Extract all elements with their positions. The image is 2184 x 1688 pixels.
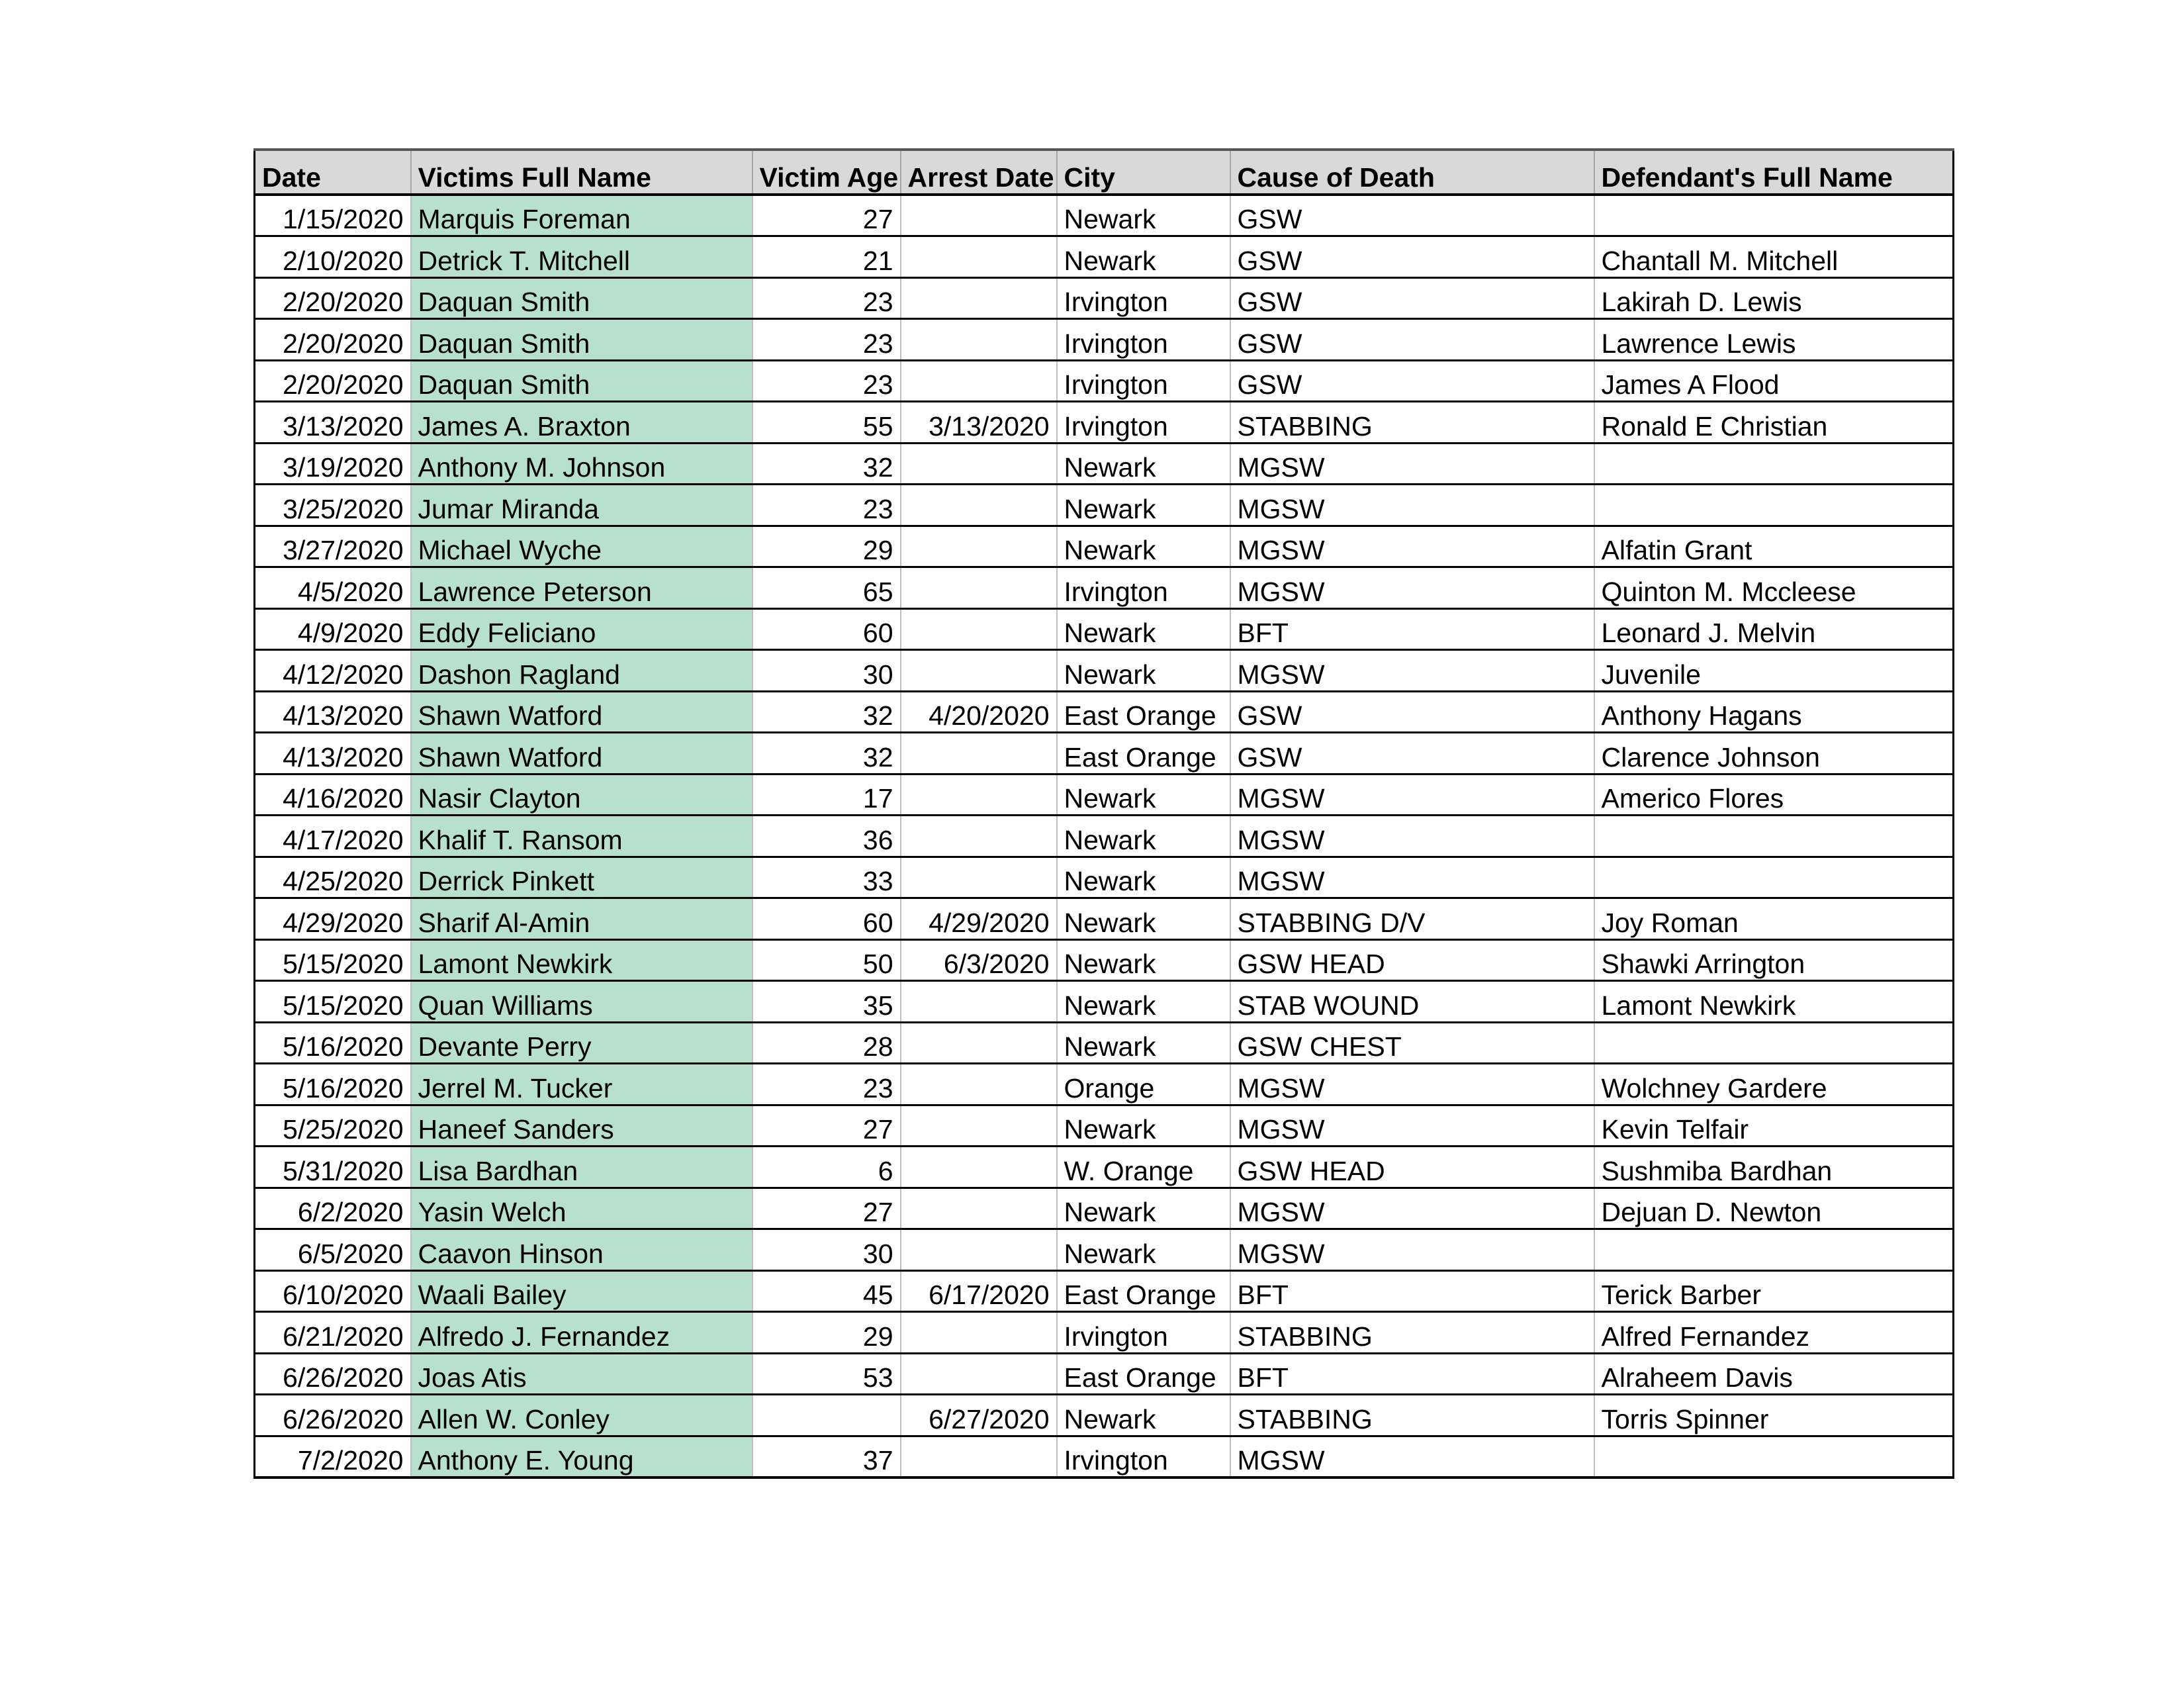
cell-date: 4/13/2020 — [255, 691, 411, 733]
table-row — [255, 1353, 1954, 1395]
table-row — [255, 1229, 1954, 1271]
cell-cause-of-death: MGSW — [1230, 650, 1594, 692]
table-row — [255, 1188, 1954, 1229]
cell-arrest-date — [901, 236, 1057, 278]
table-header — [255, 150, 1954, 195]
table-row — [255, 857, 1954, 898]
homicide-table — [253, 148, 1954, 1479]
cell-victim-name: Detrick T. Mitchell — [411, 236, 752, 278]
cell-defendant-name: Terick Barber — [1594, 1270, 1954, 1312]
cell-defendant-name: Lakirah D. Lewis — [1594, 277, 1954, 319]
cell-defendant-name: Ronald E Christian — [1594, 402, 1954, 444]
cell-victim-name: Shawn Watford — [411, 733, 752, 774]
cell-arrest-date: 6/27/2020 — [901, 1395, 1057, 1436]
cell-date: 2/20/2020 — [255, 360, 411, 402]
table-row — [255, 608, 1954, 650]
cell-city: Orange — [1057, 1064, 1230, 1105]
cell-arrest-date — [901, 443, 1057, 485]
cell-defendant-name: Leonard J. Melvin — [1594, 608, 1954, 650]
cell-city: East Orange — [1057, 1270, 1230, 1312]
cell-arrest-date — [901, 319, 1057, 361]
cell-date: 6/21/2020 — [255, 1312, 411, 1354]
cell-victim-name: Caavon Hinson — [411, 1229, 752, 1271]
table-row — [255, 485, 1954, 526]
cell-victim-age: 23 — [752, 485, 901, 526]
cell-victim-name: Lawrence Peterson — [411, 567, 752, 609]
cell-defendant-name: Chantall M. Mitchell — [1594, 236, 1954, 278]
cell-defendant-name — [1594, 485, 1954, 526]
table-row — [255, 691, 1954, 733]
cell-victim-age: 27 — [752, 195, 901, 236]
cell-victim-name: Daquan Smith — [411, 319, 752, 361]
cell-victim-name: Daquan Smith — [411, 360, 752, 402]
cell-arrest-date — [901, 1105, 1057, 1147]
cell-date: 1/15/2020 — [255, 195, 411, 236]
table-row — [255, 1105, 1954, 1147]
cell-city: Newark — [1057, 526, 1230, 567]
cell-victim-age — [752, 1395, 901, 1436]
cell-cause-of-death: STABBING — [1230, 1312, 1594, 1354]
cell-date: 2/20/2020 — [255, 319, 411, 361]
cell-arrest-date: 4/20/2020 — [901, 691, 1057, 733]
cell-victim-name: Lamont Newkirk — [411, 939, 752, 981]
cell-defendant-name: Alfatin Grant — [1594, 526, 1954, 567]
cell-cause-of-death: MGSW — [1230, 857, 1594, 898]
cell-cause-of-death: GSW — [1230, 691, 1594, 733]
cell-defendant-name: Shawki Arrington — [1594, 939, 1954, 981]
cell-victim-age: 55 — [752, 402, 901, 444]
cell-victim-name: Devante Perry — [411, 1022, 752, 1064]
cell-victim-age: 50 — [752, 939, 901, 981]
cell-cause-of-death: MGSW — [1230, 816, 1594, 857]
cell-cause-of-death: GSW HEAD — [1230, 939, 1594, 981]
cell-victim-name: Waali Bailey — [411, 1270, 752, 1312]
cell-city: Irvington — [1057, 277, 1230, 319]
cell-defendant-name — [1594, 857, 1954, 898]
cell-date: 4/17/2020 — [255, 816, 411, 857]
cell-cause-of-death: MGSW — [1230, 1064, 1594, 1105]
cell-defendant-name — [1594, 1022, 1954, 1064]
cell-date: 5/15/2020 — [255, 939, 411, 981]
cell-defendant-name — [1594, 1436, 1954, 1477]
cell-date: 2/20/2020 — [255, 277, 411, 319]
cell-city: Newark — [1057, 816, 1230, 857]
cell-arrest-date — [901, 277, 1057, 319]
cell-arrest-date: 6/17/2020 — [901, 1270, 1057, 1312]
cell-victim-name: Anthony M. Johnson — [411, 443, 752, 485]
cell-cause-of-death: STABBING — [1230, 402, 1594, 444]
cell-date: 4/9/2020 — [255, 608, 411, 650]
cell-victim-age: 60 — [752, 608, 901, 650]
cell-city: Irvington — [1057, 1436, 1230, 1477]
cell-city: W. Orange — [1057, 1147, 1230, 1188]
cell-victim-name: Haneef Sanders — [411, 1105, 752, 1147]
cell-defendant-name — [1594, 816, 1954, 857]
cell-arrest-date — [901, 1064, 1057, 1105]
cell-date: 3/25/2020 — [255, 485, 411, 526]
cell-victim-name: Daquan Smith — [411, 277, 752, 319]
cell-date: 6/2/2020 — [255, 1188, 411, 1229]
cell-city: Newark — [1057, 774, 1230, 816]
cell-city: Irvington — [1057, 567, 1230, 609]
cell-cause-of-death: GSW HEAD — [1230, 1147, 1594, 1188]
cell-cause-of-death: GSW — [1230, 277, 1594, 319]
cell-victim-age: 28 — [752, 1022, 901, 1064]
table-row — [255, 443, 1954, 485]
cell-arrest-date: 4/29/2020 — [901, 898, 1057, 940]
header-city: City — [1057, 150, 1230, 195]
cell-arrest-date — [901, 733, 1057, 774]
table-row — [255, 1270, 1954, 1312]
cell-arrest-date: 3/13/2020 — [901, 402, 1057, 444]
table-row — [255, 567, 1954, 609]
cell-victim-name: Dashon Ragland — [411, 650, 752, 692]
table-row — [255, 733, 1954, 774]
cell-cause-of-death: MGSW — [1230, 774, 1594, 816]
cell-defendant-name: James A Flood — [1594, 360, 1954, 402]
table-row — [255, 650, 1954, 692]
cell-arrest-date — [901, 485, 1057, 526]
cell-victim-name: Joas Atis — [411, 1353, 752, 1395]
cell-defendant-name: Juvenile — [1594, 650, 1954, 692]
table-row — [255, 1436, 1954, 1477]
cell-date: 5/16/2020 — [255, 1064, 411, 1105]
cell-victim-name: Allen W. Conley — [411, 1395, 752, 1436]
cell-city: Irvington — [1057, 402, 1230, 444]
cell-city: Newark — [1057, 939, 1230, 981]
cell-victim-name: Alfredo J. Fernandez — [411, 1312, 752, 1354]
table-row — [255, 195, 1954, 236]
cell-victim-name: Yasin Welch — [411, 1188, 752, 1229]
cell-victim-age: 30 — [752, 650, 901, 692]
cell-city: Newark — [1057, 1229, 1230, 1271]
cell-victim-age: 29 — [752, 1312, 901, 1354]
header-arrest-date: Arrest Date — [901, 150, 1057, 195]
cell-defendant-name — [1594, 443, 1954, 485]
cell-cause-of-death: GSW — [1230, 360, 1594, 402]
cell-cause-of-death: MGSW — [1230, 1436, 1594, 1477]
cell-date: 5/16/2020 — [255, 1022, 411, 1064]
cell-victim-age: 27 — [752, 1188, 901, 1229]
table-row — [255, 1064, 1954, 1105]
cell-date: 2/10/2020 — [255, 236, 411, 278]
table-row — [255, 898, 1954, 940]
cell-defendant-name: Sushmiba Bardhan — [1594, 1147, 1954, 1188]
cell-arrest-date — [901, 1312, 1057, 1354]
table-row — [255, 1395, 1954, 1436]
cell-defendant-name: Torris Spinner — [1594, 1395, 1954, 1436]
cell-arrest-date — [901, 981, 1057, 1023]
header-cause-of-death: Cause of Death — [1230, 150, 1594, 195]
cell-city: Newark — [1057, 236, 1230, 278]
cell-city: Irvington — [1057, 319, 1230, 361]
cell-victim-name: Nasir Clayton — [411, 774, 752, 816]
cell-victim-name: James A. Braxton — [411, 402, 752, 444]
cell-city: Newark — [1057, 650, 1230, 692]
cell-date: 6/26/2020 — [255, 1395, 411, 1436]
cell-defendant-name: Dejuan D. Newton — [1594, 1188, 1954, 1229]
cell-arrest-date — [901, 1022, 1057, 1064]
cell-victim-age: 27 — [752, 1105, 901, 1147]
cell-city: East Orange — [1057, 691, 1230, 733]
cell-victim-age: 23 — [752, 277, 901, 319]
cell-defendant-name: Joy Roman — [1594, 898, 1954, 940]
cell-city: Newark — [1057, 1105, 1230, 1147]
cell-date: 6/26/2020 — [255, 1353, 411, 1395]
cell-victim-name: Eddy Feliciano — [411, 608, 752, 650]
cell-defendant-name: Lawrence Lewis — [1594, 319, 1954, 361]
cell-victim-age: 37 — [752, 1436, 901, 1477]
cell-arrest-date — [901, 526, 1057, 567]
cell-cause-of-death: BFT — [1230, 1353, 1594, 1395]
cell-city: East Orange — [1057, 1353, 1230, 1395]
table-row — [255, 1312, 1954, 1354]
cell-date: 4/12/2020 — [255, 650, 411, 692]
table-row — [255, 402, 1954, 444]
cell-victim-name: Lisa Bardhan — [411, 1147, 752, 1188]
cell-victim-name: Jumar Miranda — [411, 485, 752, 526]
cell-victim-age: 21 — [752, 236, 901, 278]
cell-cause-of-death: MGSW — [1230, 1105, 1594, 1147]
cell-defendant-name — [1594, 1229, 1954, 1271]
cell-date: 7/2/2020 — [255, 1436, 411, 1477]
header-victim-age: Victim Age — [752, 150, 901, 195]
cell-city: Newark — [1057, 1395, 1230, 1436]
cell-arrest-date — [901, 774, 1057, 816]
header-victim-name: Victims Full Name — [411, 150, 752, 195]
cell-arrest-date — [901, 1353, 1057, 1395]
cell-victim-age: 23 — [752, 1064, 901, 1105]
cell-victim-name: Anthony E. Young — [411, 1436, 752, 1477]
cell-arrest-date — [901, 360, 1057, 402]
cell-city: Newark — [1057, 195, 1230, 236]
cell-victim-age: 36 — [752, 816, 901, 857]
cell-victim-name: Marquis Foreman — [411, 195, 752, 236]
cell-victim-name: Khalif T. Ransom — [411, 816, 752, 857]
cell-date: 3/13/2020 — [255, 402, 411, 444]
cell-date: 5/25/2020 — [255, 1105, 411, 1147]
cell-victim-name: Michael Wyche — [411, 526, 752, 567]
cell-victim-age: 33 — [752, 857, 901, 898]
header-row — [255, 150, 1954, 195]
cell-cause-of-death: BFT — [1230, 608, 1594, 650]
table-row — [255, 319, 1954, 361]
cell-arrest-date — [901, 816, 1057, 857]
cell-city: Newark — [1057, 608, 1230, 650]
cell-city: Newark — [1057, 898, 1230, 940]
cell-cause-of-death: GSW — [1230, 733, 1594, 774]
cell-arrest-date: 6/3/2020 — [901, 939, 1057, 981]
table-row — [255, 236, 1954, 278]
cell-date: 4/5/2020 — [255, 567, 411, 609]
cell-cause-of-death: MGSW — [1230, 1188, 1594, 1229]
table-row — [255, 816, 1954, 857]
header-defendant-name: Defendant's Full Name — [1594, 150, 1954, 195]
cell-arrest-date — [901, 1436, 1057, 1477]
cell-date: 4/29/2020 — [255, 898, 411, 940]
cell-cause-of-death: MGSW — [1230, 485, 1594, 526]
cell-cause-of-death: STABBING D/V — [1230, 898, 1594, 940]
cell-victim-name: Sharif Al-Amin — [411, 898, 752, 940]
cell-victim-age: 23 — [752, 360, 901, 402]
cell-victim-age: 32 — [752, 443, 901, 485]
cell-cause-of-death: STAB WOUND — [1230, 981, 1594, 1023]
cell-cause-of-death: GSW — [1230, 195, 1594, 236]
cell-defendant-name: Alraheem Davis — [1594, 1353, 1954, 1395]
cell-defendant-name — [1594, 195, 1954, 236]
cell-cause-of-death: MGSW — [1230, 567, 1594, 609]
table-row — [255, 774, 1954, 816]
header-date: Date — [255, 150, 411, 195]
cell-arrest-date — [901, 1229, 1057, 1271]
table-row — [255, 277, 1954, 319]
table-row — [255, 939, 1954, 981]
cell-date: 6/10/2020 — [255, 1270, 411, 1312]
table-row — [255, 1022, 1954, 1064]
cell-victim-age: 35 — [752, 981, 901, 1023]
cell-city: East Orange — [1057, 733, 1230, 774]
cell-victim-name: Jerrel M. Tucker — [411, 1064, 752, 1105]
cell-city: Irvington — [1057, 360, 1230, 402]
cell-victim-age: 6 — [752, 1147, 901, 1188]
table-row — [255, 360, 1954, 402]
cell-date: 4/16/2020 — [255, 774, 411, 816]
cell-city: Newark — [1057, 981, 1230, 1023]
cell-defendant-name: Lamont Newkirk — [1594, 981, 1954, 1023]
cell-cause-of-death: MGSW — [1230, 443, 1594, 485]
cell-arrest-date — [901, 195, 1057, 236]
cell-victim-age: 53 — [752, 1353, 901, 1395]
cell-defendant-name: Wolchney Gardere — [1594, 1064, 1954, 1105]
cell-arrest-date — [901, 567, 1057, 609]
table-row — [255, 1147, 1954, 1188]
cell-victim-age: 65 — [752, 567, 901, 609]
cell-arrest-date — [901, 608, 1057, 650]
cell-defendant-name: Alfred Fernandez — [1594, 1312, 1954, 1354]
table-row — [255, 981, 1954, 1023]
cell-victim-age: 29 — [752, 526, 901, 567]
cell-victim-age: 17 — [752, 774, 901, 816]
cell-arrest-date — [901, 1188, 1057, 1229]
cell-cause-of-death: STABBING — [1230, 1395, 1594, 1436]
cell-victim-name: Shawn Watford — [411, 691, 752, 733]
cell-victim-age: 32 — [752, 691, 901, 733]
cell-defendant-name: Kevin Telfair — [1594, 1105, 1954, 1147]
cell-victim-age: 23 — [752, 319, 901, 361]
cell-victim-age: 60 — [752, 898, 901, 940]
cell-victim-age: 45 — [752, 1270, 901, 1312]
cell-city: Newark — [1057, 1188, 1230, 1229]
table-row — [255, 526, 1954, 567]
cell-city: Newark — [1057, 857, 1230, 898]
cell-date: 3/27/2020 — [255, 526, 411, 567]
cell-date: 5/15/2020 — [255, 981, 411, 1023]
cell-victim-name: Derrick Pinkett — [411, 857, 752, 898]
cell-city: Newark — [1057, 1022, 1230, 1064]
cell-cause-of-death: GSW — [1230, 319, 1594, 361]
cell-defendant-name: Clarence Johnson — [1594, 733, 1954, 774]
cell-arrest-date — [901, 650, 1057, 692]
cell-cause-of-death: GSW — [1230, 236, 1594, 278]
cell-date: 3/19/2020 — [255, 443, 411, 485]
cell-arrest-date — [901, 1147, 1057, 1188]
cell-cause-of-death: GSW CHEST — [1230, 1022, 1594, 1064]
cell-defendant-name: Anthony Hagans — [1594, 691, 1954, 733]
cell-city: Irvington — [1057, 1312, 1230, 1354]
cell-date: 4/25/2020 — [255, 857, 411, 898]
cell-victim-age: 30 — [752, 1229, 901, 1271]
cell-date: 6/5/2020 — [255, 1229, 411, 1271]
cell-victim-age: 32 — [752, 733, 901, 774]
cell-city: Newark — [1057, 485, 1230, 526]
cell-cause-of-death: MGSW — [1230, 526, 1594, 567]
cell-date: 5/31/2020 — [255, 1147, 411, 1188]
cell-city: Newark — [1057, 443, 1230, 485]
cell-victim-name: Quan Williams — [411, 981, 752, 1023]
cell-cause-of-death: MGSW — [1230, 1229, 1594, 1271]
cell-date: 4/13/2020 — [255, 733, 411, 774]
table-body — [255, 195, 1954, 1477]
cell-defendant-name: Americo Flores — [1594, 774, 1954, 816]
cell-defendant-name: Quinton M. Mccleese — [1594, 567, 1954, 609]
cell-cause-of-death: BFT — [1230, 1270, 1594, 1312]
cell-arrest-date — [901, 857, 1057, 898]
